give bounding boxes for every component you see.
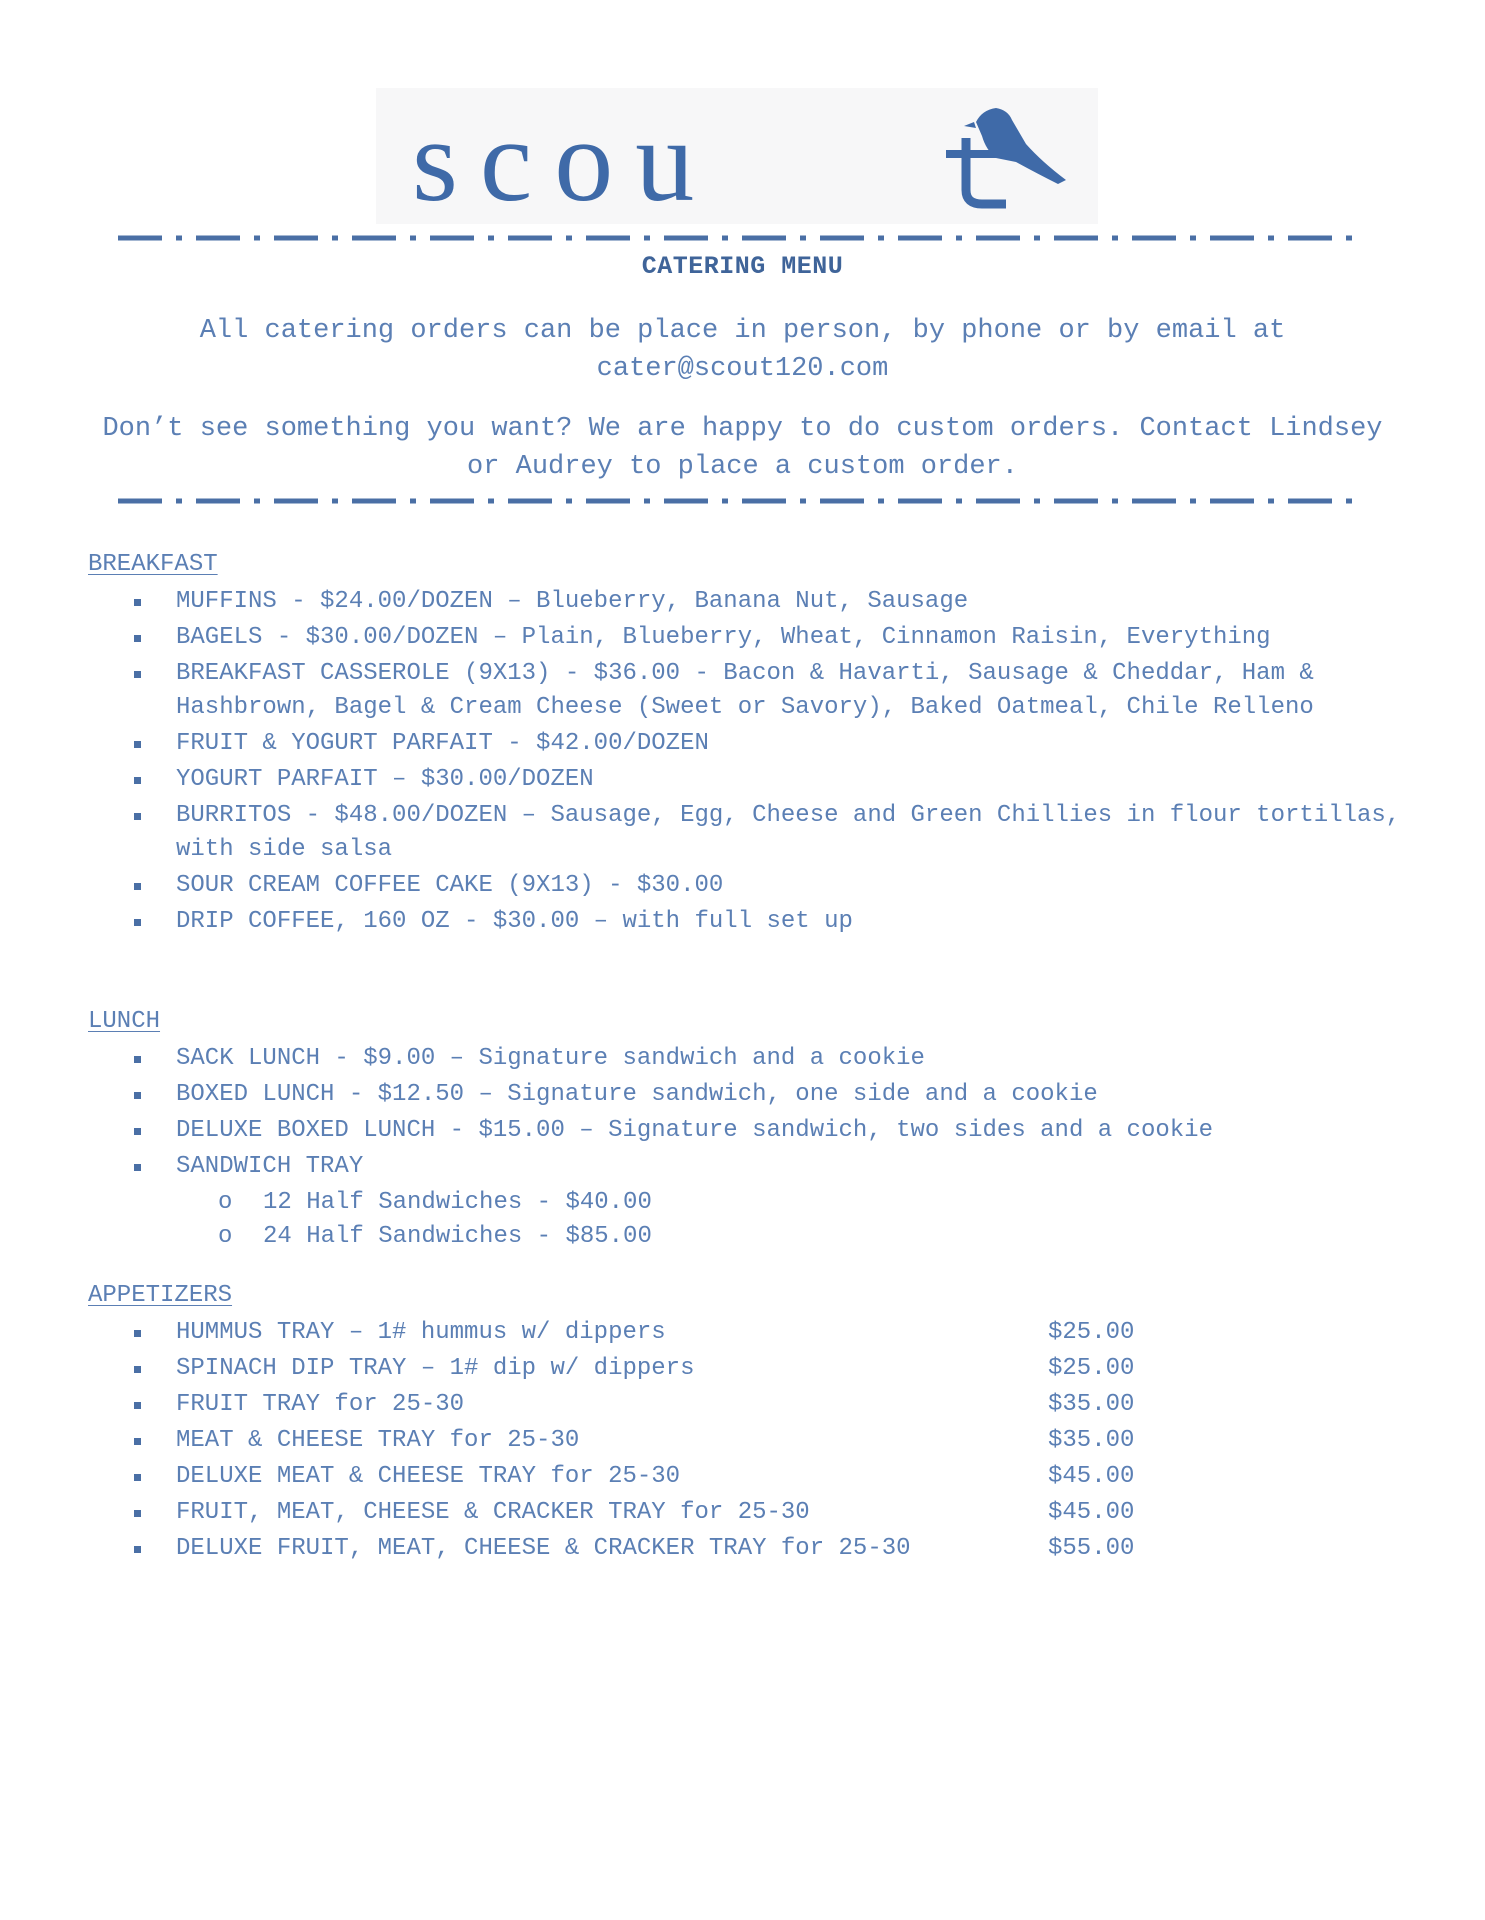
lunch-list [88,1042,1418,1184]
list-item [88,657,1418,725]
list-item [88,869,1418,903]
svg-text:scou: scou [412,95,717,224]
item-text: SACK LUNCH - $9.00 – Signature sandwich and a cookie [176,1045,925,1072]
item-name: HUMMUS TRAY – 1# hummus w/ dippers [176,1319,666,1346]
list-item [88,799,1418,867]
square-bullet-icon [134,635,141,642]
list-item [88,621,1418,655]
square-bullet-icon [134,813,141,820]
square-bullet-icon [134,1510,141,1517]
item-text: BAGELS - $30.00/DOZEN – Plain, Blueberry, Wheat, Cinnamon Raisin, Everything [176,624,1271,651]
sub-list-item [88,1220,1418,1254]
square-bullet-icon [134,1474,141,1481]
item-text: DELUXE BOXED LUNCH - $15.00 – Signature sandwich, two sides and a cookie [176,1117,1213,1144]
item-text: MUFFINS - $24.00/DOZEN – Blueberry, Banana Nut, Sausage [176,588,969,615]
item-price: $35.00 [1048,1427,1135,1454]
square-bullet-icon [134,1438,141,1445]
sandwich-tray-options [88,1186,1418,1254]
ordering-info: All catering orders can be place in person, by phone or by email at cater@scout120.com [199,316,1286,384]
section-title: APPETIZERS [88,1282,233,1309]
square-bullet-icon [134,1128,141,1135]
list-item [88,1496,1418,1530]
list-item [88,1316,1418,1350]
list-item [88,1352,1418,1386]
list-item [88,763,1418,797]
item-price: $55.00 [1048,1535,1135,1562]
breakfast-list [88,585,1418,939]
section-title: BREAKFAST [88,551,218,578]
item-price: $35.00 [1048,1391,1135,1418]
list-item [88,1114,1418,1148]
square-bullet-icon [134,741,141,748]
square-bullet-icon [134,777,141,784]
square-bullet-icon [134,599,141,606]
square-bullet-icon [134,1164,141,1171]
sub-list-item [88,1186,1418,1220]
dash-dot-divider [118,234,1362,242]
square-bullet-icon [134,1056,141,1063]
item-text: SOUR CREAM COFFEE CAKE (9X13) - $30.00 [176,872,724,899]
custom-orders-note: Don’t see something you want? We are happy to do custom orders. Contact Lindsey or Audrey to place a custom order. [102,414,1383,482]
scout-logo [376,88,1098,224]
bird-logo-icon [376,88,1098,224]
page-title: CATERING MENU [641,252,844,281]
item-price: $45.00 [1048,1499,1135,1526]
item-name: MEAT & CHEESE TRAY for 25-30 [176,1427,580,1454]
lunch-section [88,1005,1418,1254]
item-text: FRUIT & YOGURT PARFAIT - $42.00/DOZEN [176,730,709,757]
square-bullet-icon [134,1330,141,1337]
item-name: FRUIT TRAY for 25-30 [176,1391,465,1418]
list-item [88,1424,1418,1458]
item-name: DELUXE MEAT & CHEESE TRAY for 25-30 [176,1463,681,1490]
circle-bullet-icon: o [218,1223,233,1250]
sub-item-text: 12 Half Sandwiches - $40.00 [263,1189,652,1216]
item-price: $45.00 [1048,1463,1135,1490]
list-item [88,585,1418,619]
item-text: BOXED LUNCH - $12.50 – Signature sandwich, one side and a cookie [176,1081,1098,1108]
item-text: DRIP COFFEE, 160 OZ - $30.00 – with full set up [176,908,853,935]
item-price: $25.00 [1048,1355,1135,1382]
sub-item-text: 24 Half Sandwiches - $85.00 [263,1223,652,1250]
item-text: BREAKFAST CASSEROLE (9X13) - $36.00 - Bacon & Havarti, Sausage & Cheddar, Ham & Hashbrown, Bagel & Cream Cheese (Sweet or Savory), Baked Oatmeal, Chile Relleno [176,660,1314,721]
item-name: DELUXE FRUIT, MEAT, CHEESE & CRACKER TRAY for 25-30 [176,1535,911,1562]
item-name: SPINACH DIP TRAY – 1# dip w/ dippers [176,1355,695,1382]
square-bullet-icon [134,1092,141,1099]
square-bullet-icon [134,1366,141,1373]
list-item [88,1460,1418,1494]
list-item [88,1532,1418,1566]
square-bullet-icon [134,671,141,678]
square-bullet-icon [134,919,141,926]
item-text: SANDWICH TRAY [176,1153,364,1180]
list-item [88,727,1418,761]
item-text: BURRITOS - $48.00/DOZEN – Sausage, Egg, Cheese and Green Chillies in flour tortillas, with side salsa [176,802,1401,863]
square-bullet-icon [134,1402,141,1409]
list-item [88,905,1418,939]
list-item [88,1150,1418,1184]
list-item [88,1078,1418,1112]
item-text: YOGURT PARFAIT – $30.00/DOZEN [176,766,594,793]
list-item [88,1388,1418,1422]
square-bullet-icon [134,883,141,890]
item-name: FRUIT, MEAT, CHEESE & CRACKER TRAY for 25-30 [176,1499,810,1526]
item-price: $25.00 [1048,1319,1135,1346]
dash-dot-divider [118,497,1362,505]
appetizers-list [88,1316,1418,1566]
square-bullet-icon [134,1546,141,1553]
breakfast-section [88,548,1418,941]
circle-bullet-icon: o [218,1189,233,1216]
section-title: LUNCH [88,1008,161,1035]
appetizers-section [88,1279,1418,1568]
list-item [88,1042,1418,1076]
